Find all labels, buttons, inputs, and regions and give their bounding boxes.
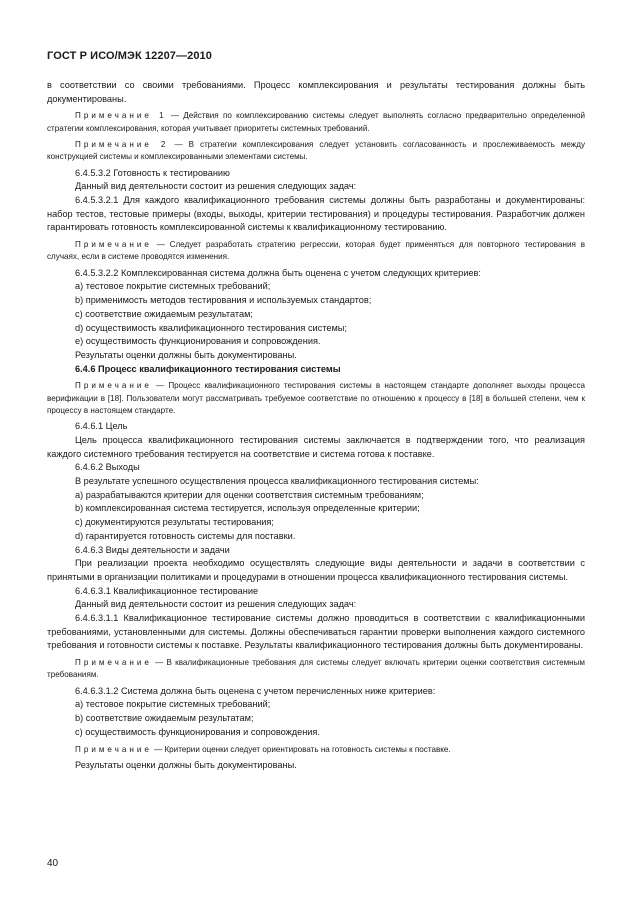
paragraph: 6.4.6.2 Выходы [75,462,140,473]
paragraph: 6.4.6.3 Виды деятельности и задачи [75,544,230,555]
paragraph: 6.4.6.3.1.1 Квалификационное тестирование системы должно проводиться в соответствии с квалификационными требованиями, установленными для системы. Должны обеспечиваться гарантии проверки выполнения каждого системного требования и готовности системы к поставке. Результаты квалификационного тестирования должны быть документированы. [47,613,585,651]
paragraph: c) соответствие ожидаемым результатам; [75,308,253,319]
paragraph: При реализации проекта необходимо осуществлять следующие виды деятельности и задачи в соответствии с принятыми в организации политиками и процедурами в отношении процесса квалификационного тестирования системы. [47,558,585,582]
note [47,139,585,164]
paragraph: В результате успешного осуществления процесса квалификационного тестирования системы: [75,476,479,487]
paragraph: 6.4.6.1 Цель [75,421,128,432]
document-body [47,79,585,773]
paragraph: 6.4.6.3.1 Квалификационное тестирование [75,585,259,596]
note [47,744,585,756]
note-label: Примечание 2 [75,140,169,149]
paragraph: Данный вид деятельности состоит из решения следующих задач: [75,599,357,610]
paragraph: 6.4.5.3.2 Готовность к тестированию [75,167,230,178]
paragraph: d) осуществимость квалификационного тестирования системы; [75,322,347,333]
note-label: Примечание 1 [75,111,167,121]
paragraph: a) тестовое покрытие системных требований; [75,281,271,292]
note-label: Примечание [75,744,152,754]
paragraph: b) применимость методов тестирования и используемых стандартов; [75,295,372,306]
section-heading: 6.4.6 Процесс квалификационного тестирования системы [75,363,341,374]
paragraph: d) гарантируется готовность системы для поставки. [75,530,296,541]
paragraph: a) тестовое покрытие системных требований; [75,699,271,710]
note-label: Примечание [75,381,152,391]
paragraph: Данный вид деятельности состоит из решения следующих задач: [75,181,357,192]
note [47,657,585,682]
paragraph: c) документируются результаты тестирования; [75,517,274,528]
note [47,239,585,264]
paragraph: c) осуществимость функционирования и сопровождения. [75,726,320,737]
page-header: ГОСТ Р ИСО/МЭК 12207—2010 [47,50,212,62]
paragraph-continuation: в соответствии со своими требованиями. Процесс комплексирования и результаты тестирования должны быть документированы. [47,80,585,104]
note-label: Примечание [75,658,152,668]
paragraph: 6.4.5.3.2.1 Для каждого квалификационного требования системы должны быть разработаны и документированы: набор тестов, тестовые примеры (входы, выходы, критерии тестирования) и процедуры тестирования. Разработчик должен гарантировать готовность комплексированной системы к квалификационному тестированию. [47,195,585,233]
note [47,380,585,417]
paragraph: 6.4.5.3.2.2 Комплексированная система должна быть оценена с учетом следующих критериев: [75,267,481,278]
note-text: — Действия по комплексированию системы следует выполнять согласно предварительно определенной стратегии комплексирования, которая учитывает приоритеты системных требований. [47,111,585,133]
note [47,110,585,135]
note-text: — Критерии оценки следует ориентировать на готовность системы к поставке. [151,744,451,754]
paragraph: Цель процесса квалификационного тестирования системы заключается в подтверждении того, что реализация каждого системного требования тестируется на соответствие и система готова к поставке. [47,434,585,459]
note-text: — Процесс квалификационного тестирования системы в настоящем стандарте дополняет выходы процесса верификации в [18]. Пользователи могут рассматривать требуемое соответствие по отношению к процессу в [18] в большей степени, чем к процессу в настоящем стандарте. [47,381,585,415]
note-text: — В стратегии комплексирования следует установить согласованность и прослеживаемость между конструкцией системы и комплексированными элементами системы. [47,140,585,162]
paragraph: 6.4.6.3.1.2 Система должна быть оценена с учетом перечисленных ниже критериев: [75,685,436,696]
paragraph: e) осуществимость функционирования и сопровождения. [75,336,321,347]
note-label: Примечание [75,240,152,250]
page-number: 40 [47,858,59,869]
note-text: — В квалификационные требования для системы следует включать критерии оценки соответствия системным требованиям. [47,658,585,680]
paragraph: a) разрабатываются критерии для оценки соответствия системным требованиям; [75,489,424,500]
paragraph: Результаты оценки должны быть документированы. [75,349,297,360]
paragraph: b) соответствие ожидаемым результатам; [75,713,254,724]
paragraph: b) комплексированная система тестируется, используя определенные критерии; [75,503,420,514]
note-text: — Следует разработать стратегию регрессии, которая будет применяться для повторного тестирования в случаях, если в системе проводятся изменения. [47,240,585,262]
paragraph: Результаты оценки должны быть документированы. [75,759,297,770]
